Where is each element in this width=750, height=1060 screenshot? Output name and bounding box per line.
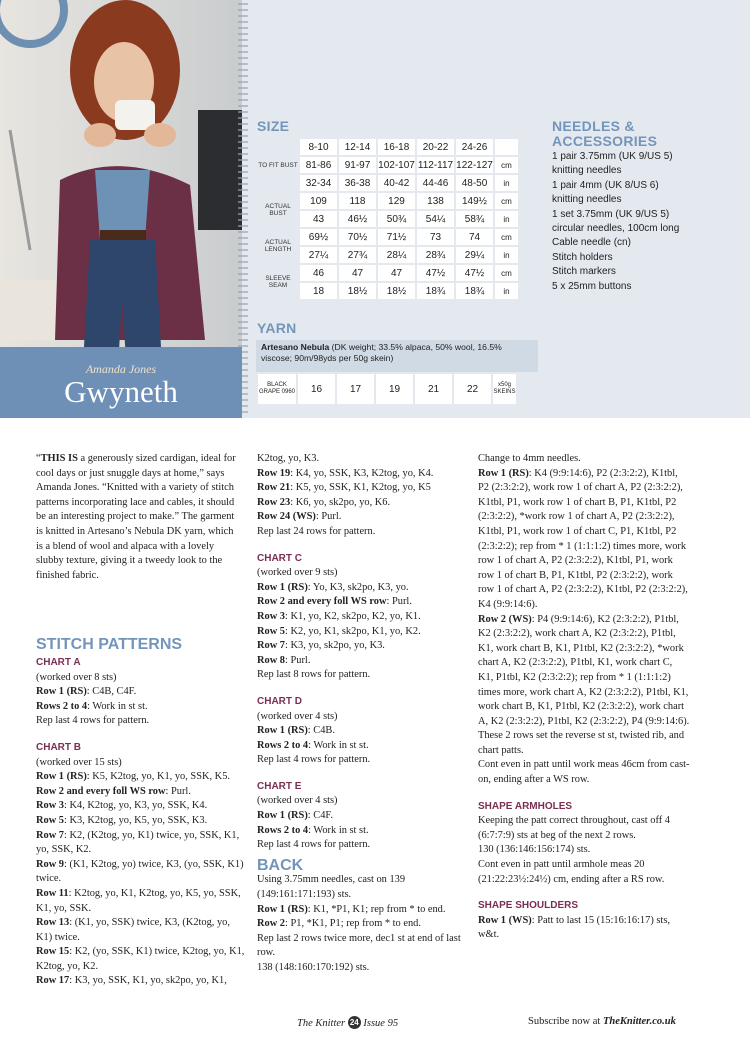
pattern-line: Row 1 (RS): C4B. [257, 725, 335, 737]
size-row-label: SLEEVE SEAM [265, 275, 291, 289]
yarn-heading: YARN [257, 320, 297, 336]
pattern-line: Row 2 and every foll WS row: Purl. [36, 785, 191, 797]
row-text: C4B, C4F. [92, 686, 137, 698]
size-cell: 47½ [456, 265, 493, 281]
pattern-line: Row 17: K3, yo, SSK, K1, yo, sk2po, yo, K1, [36, 975, 227, 987]
size-unit: in [495, 283, 518, 299]
pattern-line: Row 15: K2, (yo, SSK, K1) twice, K2tog, yo, K1, K2tog, yo, K2. [36, 946, 245, 972]
pattern-line: Row 1 (RS): K4 (9:9:14:6), P2 (2:3:2:2), K1tbl, P2 (2:3:2:2), work row 1 of chart A, P2 (2:3:2:2), K1tbl, P1, work row 1 of chart B, P1, K1tbl, P2 (2:3:2:2), *work row 1 of chart A, P2 (2:3:2:2), K1tbl, P1, work row 1 of chart C, P1, K1tbl, P2 (2:3:2:2); rep from * 1 (1:1:1:2) times more, work row 1 of chart A, P2 (2:3:2:2), K1tbl, P1, work row 1 of chart B, P1, K1tbl, P2 (2:3:2:2), work row 1 of chart A, P2 (2:3:2:2), K1tbl, P2 (2:3:2:2), K4 (9:9:14:6). [478, 467, 688, 610]
row-text: P4 (9:9:14:6), K2 (2:3:2:2), P1tbl, K2 (2:3:2:2), work chart A, K2 (2:3:2:2), P1tbl, K1, work chart B, K1, P1tbl, K2 (2:3:2:2), *work chart A, K2 (2:3:2:2), P1tbl, K1, work chart C, K1, P1tbl, K2 (2:3:2:2); rep from * 1 (1:1:1:2) times more, work chart A, K2 (2:3:2:2), P1tbl, K1, work chart B, K1, P1tbl, K2 (2:3:2:2), work chart A, K2 (2:3:2:2), P1tbl, K2 (2:3:2:2), P4 (9:9:14:6). [478, 613, 690, 727]
needles-item: 1 pair 3.75mm (UK 9/US 5) [552, 151, 673, 162]
pattern-line: Row 23: K6, yo, sk2po, yo, K6. [257, 496, 391, 508]
size-table [256, 137, 520, 301]
size-row-label: ACTUAL BUST [265, 203, 291, 217]
size-unit [495, 139, 518, 155]
size-cell: 58¾ [456, 211, 493, 227]
row-label: Row 1 (RS) [257, 810, 308, 822]
pattern-line: Row 7: K2, (K2tog, yo, K1) twice, yo, SSK, K1, yo, SSK, K2. [36, 829, 240, 856]
size-cell: 81-86 [300, 157, 337, 173]
row-text: (worked over 9 sts) [257, 567, 338, 579]
intro-body: a generously sized cardigan, ideal for cool days or just snuggle days at home,” says Amanda Jones. “Knitted with a variety of stitch patterns incorporating lace and cables, it should be an interesting project to make.” The garment is knitted in Artesano’s Nebula DK yarn, which is a blend of wool and alpaca with a lovely slubby texture, giving it a tweedy look to the finished fabric. [36, 453, 236, 581]
row-text: Rep last 2 rows twice more, dec1 st at end of last row. [257, 932, 461, 959]
row-text: Rep last 4 rows for pattern. [257, 839, 371, 851]
row-label: Row 8 [257, 654, 285, 666]
row-text: Work in st st. [313, 824, 369, 836]
row-label: Row 2 and every foll WS row [257, 596, 387, 608]
pattern-line: Row 1 (RS): C4B, C4F. [36, 686, 137, 698]
size-cell: 109 [300, 193, 337, 209]
pattern-line [478, 452, 690, 467]
size-cell: 46½ [339, 211, 376, 227]
needles-item: 5 x 25mm buttons [552, 280, 632, 292]
column-1 [36, 656, 246, 989]
needles-item: knitting needles [552, 165, 622, 177]
row-label: Row 7 [257, 640, 285, 652]
row-text: K3, yo, sk2po, yo, K3. [290, 640, 385, 652]
size-unit: cm [495, 229, 518, 245]
size-cell: 47½ [417, 265, 454, 281]
size-row-label: TO FIT BUST [258, 161, 298, 169]
row-text: K3, K2tog, yo, K5, yo, SSK, K3. [69, 814, 208, 826]
row-text: K2, (yo, SSK, K1) twice, K2tog, yo, K1, K2tog, yo, K2. [36, 946, 245, 972]
size-cell: 24-26 [456, 139, 493, 155]
needles-heading [552, 119, 657, 149]
page-number: 24 [348, 1016, 361, 1029]
pattern-line [478, 729, 690, 758]
row-label: Row 17 [36, 975, 70, 987]
chart-heading: SHAPE SHOULDERS [478, 900, 579, 912]
yarn-name: Artesano Nebula [261, 342, 330, 352]
needles-item: 1 set 3.75mm (UK 9/US 5) [552, 208, 670, 220]
row-text: Rep last 24 rows for pattern. [257, 525, 376, 537]
row-text: Work in st st. [313, 739, 369, 751]
pattern-line: Row 9: (K1, K2tog, yo) twice, K3, (yo, SSK, K1) twice. [36, 858, 244, 885]
pattern-line [478, 758, 690, 787]
row-label: Row 1 (RS) [257, 903, 308, 915]
size-cell: 27¾ [339, 247, 376, 263]
size-row-label: ACTUAL LENGTH [264, 239, 292, 253]
size-cell: 18¾ [456, 283, 493, 299]
issue-number: Issue 95 [363, 1018, 399, 1029]
yarn-desc: (DK weight; 33.5% alpaca, 50% wool, 16.5% viscose; 90m/98yds per 50g skein) [261, 342, 502, 363]
size-cell: 12-14 [339, 139, 376, 155]
footer-magazine [297, 1016, 398, 1029]
row-text: Purl. [392, 596, 412, 608]
row-text: (worked over 15 sts) [36, 756, 122, 768]
size-cell: 122-127 [456, 157, 493, 173]
row-text: K6, yo, sk2po, yo, K6. [295, 496, 391, 508]
needles-item: knitting needles [552, 194, 622, 206]
size-cell: 18 [300, 283, 337, 299]
pattern-line [257, 873, 469, 902]
size-cell: 18½ [378, 283, 415, 299]
size-cell: 36-38 [339, 175, 376, 191]
row-text: K2, (K2tog, yo, K1) twice, yo, SSK, K1, yo, SSK, K2. [36, 829, 240, 856]
size-cell: 129 [378, 193, 415, 209]
row-text: (K1, K2tog, yo) twice, K3, (yo, SSK, K1) twice. [36, 858, 244, 885]
row-label: Row 3 [36, 800, 64, 812]
pattern-line: Row 2 and every foll WS row: Purl. [257, 596, 412, 608]
pattern-line [478, 843, 690, 858]
row-text: Work in st st. [92, 700, 148, 712]
row-label: Row 13 [36, 917, 70, 929]
row-label: Row 9 [36, 858, 64, 870]
size-unit: in [495, 211, 518, 227]
pattern-line [36, 671, 246, 686]
size-cell: 47 [378, 265, 415, 281]
stitch-patterns-heading: STITCH PATTERNS [36, 636, 183, 653]
size-cell: 8-10 [300, 139, 337, 155]
row-label: Row 1 (RS) [478, 467, 529, 479]
needles-heading-line2: ACCESSORIES [552, 133, 658, 149]
yarn-table [256, 372, 518, 406]
pattern-line [36, 756, 246, 771]
size-row [258, 265, 518, 281]
size-cell: 44-46 [417, 175, 454, 191]
needles-heading-line1: NEEDLES & [552, 118, 635, 134]
size-heading: SIZE [257, 118, 290, 134]
size-cell: 50¾ [378, 211, 415, 227]
row-label: Row 2 [257, 918, 285, 930]
pattern-line: Row 3: K1, yo, K2, sk2po, K2, yo, K1. [257, 610, 421, 622]
size-cell: 70½ [339, 229, 376, 245]
row-text: Patt to last 15 (15:16:16:17) sts, w&t. [478, 914, 670, 941]
yarn-qty: 22 [454, 374, 491, 404]
row-text: Rep last 8 rows for pattern. [257, 669, 371, 681]
yarn-qty: 21 [415, 374, 452, 404]
row-text: Yo, K3, sk2po, K3, yo. [312, 581, 409, 593]
size-unit: cm [495, 193, 518, 209]
row-text: Using 3.75mm needles, cast on 139 (149:161:171:193) sts. [257, 874, 406, 901]
size-cell: 73 [417, 229, 454, 245]
row-label: Row 3 [257, 610, 285, 622]
row-text: K2tog, yo, K3. [257, 453, 320, 464]
row-text: Cont even in patt until work meas 46cm from cast-on, ending after a WS row. [478, 759, 690, 786]
row-label: Rows 2 to 4 [257, 739, 309, 751]
row-text: 138 (148:160:170:192) sts. [257, 962, 370, 973]
size-cell: 46 [300, 265, 337, 281]
yarn-qty: 16 [298, 374, 335, 404]
row-text: K3, yo, SSK, K1, yo, sk2po, yo, K1, [74, 975, 227, 987]
row-text: Cont even in patt until armhole meas 20 (21:22:23½:24½) cm, ending after a RS row. [478, 859, 665, 885]
pattern-line [257, 753, 469, 768]
yarn-qty: 19 [376, 374, 413, 404]
row-label: Row 19 [257, 467, 291, 479]
pattern-line: Row 24 (WS): Purl. [257, 511, 342, 523]
yarn-colour-label: BLACK GRAPE 0960 [258, 374, 296, 404]
size-cell: 16-18 [378, 139, 415, 155]
pattern-line: Row 8: Purl. [257, 654, 311, 666]
size-cell: 27¼ [300, 247, 337, 263]
size-cell: 102-107 [378, 157, 415, 173]
size-unit: cm [495, 157, 518, 173]
chart-heading: CHART E [257, 780, 302, 792]
row-label: Row 1 (RS) [257, 581, 308, 593]
row-text: K4 (9:9:14:6), P2 (2:3:2:2), K1tbl, P2 (2:3:2:2), work row 1 of chart A, P2 (2:3:2:2), K1tbl, P1, work row 1 of chart B, P1, K1tbl, P2 (2:3:2:2), *work row 1 of chart A, P2 (2:3:2:2), K1tbl, P1, work row 1 of chart C, P1, K1tbl, P2 (2:3:2:2); rep from * 1 (1:1:1:2) times more, work row 1 of chart A, P2 (2:3:2:2), K1tbl, P1, work row 1 of chart B, P1, K1tbl, P2 (2:3:2:2), work row 1 of chart A, P2 (2:3:2:2), K1tbl, P2 (2:3:2:2), K4 (9:9:14:6). [478, 467, 688, 610]
pattern-line: Rows 2 to 4: Work in st st. [36, 700, 148, 712]
size-cell: 91-97 [339, 157, 376, 173]
row-text: K2tog, yo, K1, K2tog, yo, K5, yo, SSK, K1, yo, SSK. [36, 887, 241, 914]
pattern-line: Row 7: K3, yo, sk2po, yo, K3. [257, 640, 385, 652]
row-label: Row 11 [36, 887, 69, 899]
pattern-line [257, 838, 469, 853]
size-cell: 138 [417, 193, 454, 209]
pattern-line: Row 1 (RS): K1, *P1, K1; rep from * to end. [257, 903, 446, 915]
chart-heading: CHART C [257, 552, 302, 564]
row-label: Row 21 [257, 482, 291, 494]
pattern-line: Row 1 (RS): C4F. [257, 810, 333, 822]
row-text: Change to 4mm needles. [478, 453, 581, 464]
row-label: Row 24 (WS) [257, 511, 316, 523]
row-text: These 2 rows set the reverse st st, twisted rib, and chart patts. [478, 730, 685, 756]
pattern-title: Gwyneth [64, 374, 178, 409]
row-text: Purl. [171, 785, 191, 797]
pattern-line: Row 2 (WS): P4 (9:9:14:6), K2 (2:3:2:2), P1tbl, K2 (2:3:2:2), work chart A, K2 (2:3:2:2), P1tbl, K1, work chart B, K1, P1tbl, K2 (2:3:2:2), *work chart A, K2 (2:3:2:2), P1tbl, K1, work chart C, K1, P1tbl, K2 (2:3:2:2); rep from * 1 (1:1:1:2) times more, work chart A, K2 (2:3:2:2), P1tbl, K1, work chart B, K1, P1tbl, K2 (2:3:2:2), work chart A, K2 (2:3:2:2), P1tbl, K2 (2:3:2:2), P4 (9:9:14:6). [478, 613, 690, 727]
quote-mark: “ [36, 453, 41, 464]
size-row [258, 193, 518, 209]
pattern-line [478, 814, 690, 843]
size-row [258, 229, 518, 245]
pattern-line: Row 1 (RS): Yo, K3, sk2po, K3, yo. [257, 581, 409, 593]
size-cell: 54¼ [417, 211, 454, 227]
row-label: Row 7 [36, 829, 64, 841]
pattern-line: Row 11: K2tog, yo, K1, K2tog, yo, K5, yo, SSK, K1, yo, SSK. [36, 887, 241, 914]
row-text: Purl. [321, 511, 342, 523]
yarn-description [256, 340, 538, 372]
size-cell: 112-117 [417, 157, 454, 173]
row-text: C4F. [313, 810, 333, 822]
chart-heading: CHART D [257, 695, 302, 707]
row-text: K1, *P1, K1; rep from * to end. [313, 903, 446, 915]
size-cell: 20-22 [417, 139, 454, 155]
back-heading: BACK [257, 856, 304, 874]
size-cell: 71½ [378, 229, 415, 245]
chart-heading: CHART B [36, 741, 81, 753]
row-text: 130 (136:146:156:174) sts. [478, 844, 591, 856]
pattern-line [36, 714, 246, 729]
pattern-line [257, 932, 469, 961]
size-cell: 69½ [300, 229, 337, 245]
row-label: Row 5 [257, 625, 285, 637]
pattern-line: Row 13: (K1, yo, SSK) twice, K3, (K2tog, yo, K1) twice. [36, 917, 230, 943]
subscribe-link[interactable]: TheKnitter.co.uk [602, 1016, 676, 1027]
row-text: Rep last 4 rows for pattern. [257, 754, 371, 766]
row-text: (worked over 4 sts) [257, 795, 338, 807]
pattern-line: Row 3: K4, K2tog, yo, K3, yo, SSK, K4. [36, 800, 208, 812]
row-text: Purl. [290, 654, 311, 666]
size-unit: cm [495, 265, 518, 281]
yarn-qty: 17 [337, 374, 374, 404]
chart-heading: SHAPE ARMHOLES [478, 800, 573, 812]
row-label: Row 1 (RS) [36, 686, 87, 698]
row-text: K4, K2tog, yo, K3, yo, SSK, K4. [69, 800, 208, 812]
intro-text [36, 452, 241, 583]
needles-list [552, 150, 742, 294]
size-unit: in [495, 175, 518, 191]
pattern-line [257, 794, 469, 809]
pattern-line: Row 5: K2, yo, K1, sk2po, K1, yo, K2. [257, 625, 421, 637]
row-text: Keeping the patt correct throughout, cast off 4 (6:7:7:9) sts at beg of the next 2 rows. [478, 815, 670, 841]
pattern-line: Row 21: K5, yo, SSK, K1, K2tog, yo, K5 [257, 482, 431, 494]
size-cell: 28¾ [417, 247, 454, 263]
row-label: Row 5 [36, 814, 64, 826]
pattern-line: Rows 2 to 4: Work in st st. [257, 739, 369, 751]
pattern-line [257, 525, 469, 540]
column-2 [257, 452, 469, 976]
row-label: Row 2 and every foll WS row [36, 785, 166, 797]
pattern-line [257, 961, 469, 976]
pattern-line [257, 566, 469, 581]
size-unit: in [495, 247, 518, 263]
row-label: Row 23 [257, 496, 291, 508]
row-text: K5, K2tog, yo, K1, yo, SSK, K5. [92, 771, 230, 783]
pattern-line: Row 1 (RS): K5, K2tog, yo, K1, yo, SSK, K5. [36, 771, 230, 783]
row-label: Rows 2 to 4 [36, 700, 88, 712]
row-text: (K1, yo, SSK) twice, K3, (K2tog, yo, K1) twice. [36, 917, 230, 943]
row-label: Row 1 (RS) [36, 771, 87, 783]
pattern-line: Row 5: K3, K2tog, yo, K5, yo, SSK, K3. [36, 814, 208, 826]
row-text: K5, yo, SSK, K1, K2tog, yo, K5 [295, 482, 431, 494]
needles-item: circular needles, 100cm long [552, 223, 680, 235]
size-cell: 32-34 [300, 175, 337, 191]
size-cell: 18½ [339, 283, 376, 299]
needles-item: Cable needle (cn) [552, 237, 631, 249]
pattern-line: Row 2: P1, *K1, P1; rep from * to end. [257, 918, 421, 930]
chart-heading: CHART A [36, 657, 81, 668]
row-text: K1, yo, K2, sk2po, K2, yo, K1. [290, 610, 421, 622]
pattern-line: Row 1 (WS): Patt to last 15 (15:16:16:17) sts, w&t. [478, 914, 670, 941]
row-text: Rep last 4 rows for pattern. [36, 715, 150, 727]
size-cell: 28¼ [378, 247, 415, 263]
row-label: Row 1 (WS) [478, 914, 532, 926]
size-row [258, 139, 518, 155]
size-cell: 118 [339, 193, 376, 209]
pattern-line [478, 858, 690, 887]
subscribe-prefix: Subscribe now at [528, 1016, 603, 1027]
column-3 [478, 452, 690, 943]
size-cell: 43 [300, 211, 337, 227]
row-text: C4B. [313, 725, 335, 737]
row-label: Rows 2 to 4 [257, 824, 309, 836]
footer-subscribe[interactable] [528, 1016, 676, 1027]
needles-item: 1 pair 4mm (UK 8/US 6) [552, 179, 659, 191]
row-text: K4, yo, SSK, K3, K2tog, yo, K4. [295, 467, 434, 479]
row-label: Row 15 [36, 946, 70, 958]
size-cell: 47 [339, 265, 376, 281]
pattern-line: Rows 2 to 4: Work in st st. [257, 824, 369, 836]
pattern-line [257, 710, 469, 725]
needles-item: Stitch holders [552, 251, 613, 263]
pattern-line [257, 668, 469, 683]
magazine-name: The Knitter [297, 1018, 346, 1029]
size-cell: 48-50 [456, 175, 493, 191]
size-cell: 18¾ [417, 283, 454, 299]
pattern-line: Row 19: K4, yo, SSK, K3, K2tog, yo, K4. [257, 467, 434, 479]
size-cell: 40-42 [378, 175, 415, 191]
needles-item: Stitch markers [552, 266, 616, 278]
size-cell: 149½ [456, 193, 493, 209]
row-text: K2, yo, K1, sk2po, K1, yo, K2. [290, 625, 421, 637]
intro-lead: THIS IS [40, 453, 78, 464]
row-label: Row 1 (RS) [257, 725, 308, 737]
yarn-unit: x50g SKEINS [493, 374, 516, 404]
designer-name: Amanda Jones [85, 362, 157, 376]
row-label: Row 2 (WS) [478, 613, 532, 625]
row-text: (worked over 8 sts) [36, 671, 117, 683]
size-cell: 74 [456, 229, 493, 245]
size-cell: 29¼ [456, 247, 493, 263]
row-text: (worked over 4 sts) [257, 710, 338, 722]
pattern-line [257, 452, 469, 467]
row-text: P1, *K1, P1; rep from * to end. [290, 918, 421, 930]
